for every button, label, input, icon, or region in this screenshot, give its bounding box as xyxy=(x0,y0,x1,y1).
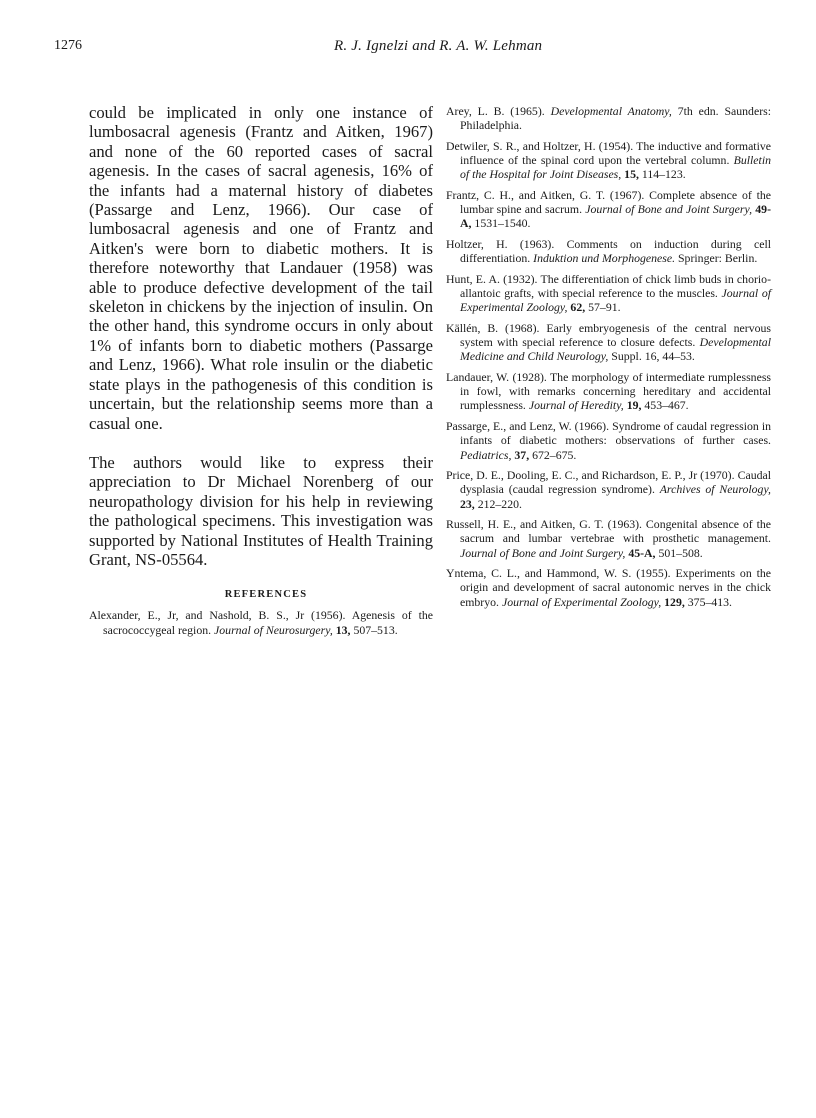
reference-item: Holtzer, H. (1963). Comments on induction during cell differentiation. Induktion und Morphogenese. Springer: Berlin. xyxy=(446,236,771,266)
reference-item: Alexander, E., Jr, and Nashold, B. S., Jr (1956). Agenesis of the sacrococcygeal region. Journal of Neurosurgery, 13, 507–513. xyxy=(89,608,433,637)
body-paragraph-discussion: could be implicated in only one instance of lumbosacral agenesis (Frantz and Aitken, 1967) and none of the 60 reported cases of sacral agenesis. In the cases of sacral agenesis, 16% of the infants had a maternal history of diabetes (Passarge and Lenz, 1966). Our case of lumbosacral agenesis and one of Frantz and Aitken's were born to diabetic mothers. It is therefore noteworthy that Landauer (1958) was able to produce defective development of the tail skeleton in chickens by the injection of insulin. On the other hand, this syndrome occurs in only about 1% of infants born to diabetic mothers (Passarge and Lenz, 1966). What role insulin or the diabetic state plays in the pathogenesis of this condition is uncertain, but the relationship seems more than a casual one. xyxy=(89,103,433,433)
left-column xyxy=(89,103,433,643)
page-number: 1276 xyxy=(54,38,82,53)
running-head: R. J. Ignelzi and R. A. W. Lehman xyxy=(334,38,543,54)
references-heading: REFERENCES xyxy=(224,589,308,601)
right-column xyxy=(446,104,771,615)
reference-item: Hunt, E. A. (1932). The differentiation of chick limb buds in chorio-allantoic grafts, with special reference to the muscles. Journal of Experimental Zoology, 62, 57–91. xyxy=(446,271,772,315)
reference-item: Detwiler, S. R., and Holtzer, H. (1954). The inductive and formative influence of the spinal cord upon the vertebral column. Bulletin of the Hospital for Joint Diseases, 15, 114–123. xyxy=(446,138,771,182)
reference-item: Price, D. E., Dooling, E. C., and Richardson, E. P., Jr (1970). Caudal dysplasia (caudal regression syndrome). Archives of Neurology, 23, 212–220. xyxy=(446,468,771,511)
reference-item: Passarge, E., and Lenz, W. (1966). Syndrome of caudal regression in infants of diabetic mothers: observations of further cases. Pediatrics, 37, 672–675. xyxy=(446,418,771,462)
reference-item: Källén, B. (1968). Early embryogenesis of the central nervous system with special reference to closure defects. Developmental Medicine and Child Neurology, Suppl. 16, 44–53. xyxy=(446,320,771,364)
reference-item: Russell, H. E., and Aitken, G. T. (1963). Congenital absence of the sacrum and lumbar vertebrae with prosthetic management. Journal of Bone and Joint Surgery, 45-A, 501–508. xyxy=(446,517,771,560)
reference-item: Yntema, C. L., and Hammond, W. S. (1955). Experiments on the origin and development of sacral autonomic nerves in the chick embryo. Journal of Experimental Zoology, 129, 375–413. xyxy=(446,566,771,609)
reference-item: Frantz, C. H., and Aitken, G. T. (1967). Complete absence of the lumbar spine and sacrum. Journal of Bone and Joint Surgery, 49-A, 1531–1540. xyxy=(446,187,771,231)
reference-item: Landauer, W. (1928). The morphology of intermediate rumplessness in fowl, with remarks concerning hereditary and accidental rumplessness. Journal of Heredity, 19, 453–467. xyxy=(446,369,771,413)
acknowledgement-paragraph: The authors would like to express their appreciation to Dr Michael Norenberg of our neuropathology division for his help in reviewing the pathological specimens. This investigation was supported by National Institutes of Health Training Grant, NS-05564. xyxy=(89,452,433,569)
reference-item: Arey, L. B. (1965). Developmental Anatomy, 7th edn. Saunders: Philadelphia. xyxy=(446,104,771,133)
references-list-left xyxy=(89,608,433,637)
